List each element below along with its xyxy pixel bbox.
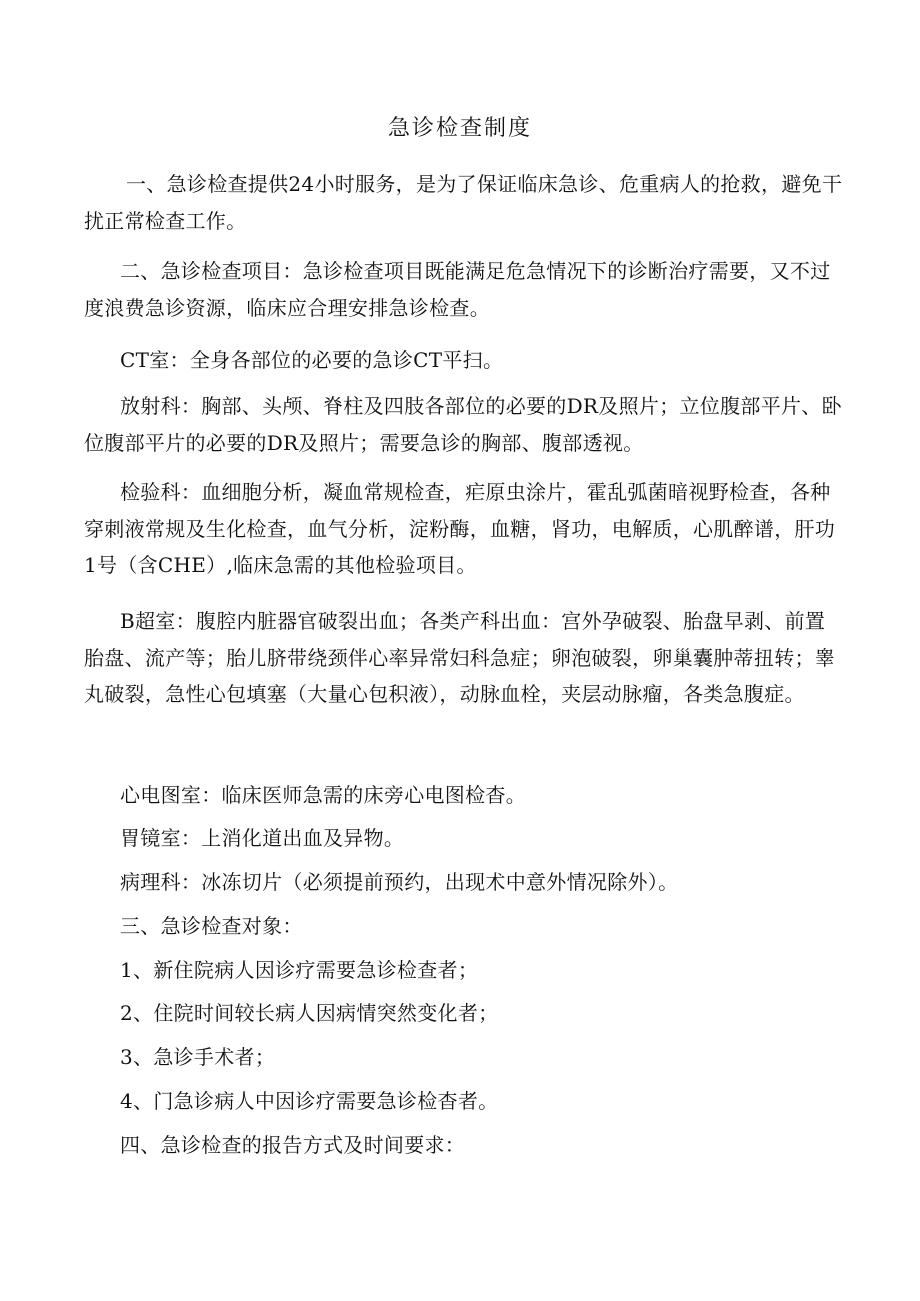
paragraph-report-requirements-heading: 四、急诊检查的报告方式及时间要求：: [120, 1133, 466, 1157]
paragraph-ultrasound: B超室：腹腔内脏器官破裂出血；各类产科出血：宫外孕破裂、胎盘早剥、前置胎盘、流产等；胎儿脐带绕颈伴心率异常妇科急症；卵泡破裂，卵巢囊肿蒂扭转；睾丸破裂，急性心包填塞（大量心包积液），动脉血栓，夹层动脉瘤，各类急腹症。: [84, 609, 836, 706]
paragraph-gastroscopy: 胃镜室：上消化道出血及异物。: [120, 826, 405, 850]
list-item-long-stay-patients: 2、住院时间较长病人因病情突然变化者；: [120, 1001, 499, 1025]
paragraph-exam-items: 二、急诊检查项目：急诊检查项目既能满足危急情况下的诊断治疗需要，又不过度浪费急诊资源，临床应合理安排急诊检查。: [84, 259, 831, 320]
paragraph-pathology: 病理科：冰冻切片（必须提前预约，出现术中意外情况除外）。: [120, 870, 679, 894]
paragraph-ct-room: CT室：全身各部位的必要的急诊CT平扫。: [120, 348, 504, 372]
paragraph-radiology: 放射科：胸部、头颅、脊柱及四肢各部位的必要的DR及照片；立位腹部平片、卧位腹部平片的必要的DR及照片；需要急诊的胸部、腹部透视。: [84, 394, 842, 455]
list-item-emergency-surgery: 3、急诊手术者；: [120, 1045, 276, 1069]
paragraph-laboratory: 检验科：血细胞分析，凝血常规检查，疟原虫涂片，霍乱弧菌暗视野检查，各种穿刺液常规及生化检查，血气分析，淀粉酶，血糖，肾功，电解质，心肌醉谱，肝功1号（含CHE）,临床急需的其他检验项目。: [84, 480, 836, 577]
list-item-outpatients: 4、门急诊病人中因诊疗需要急诊检杳者。: [120, 1089, 499, 1113]
document-title: 急诊检查制度: [387, 116, 532, 141]
list-item-new-inpatients: 1、新住院病人因诊疗需要急诊检查者；: [120, 958, 479, 982]
paragraph-exam-subjects-heading: 三、急诊检查对象：: [120, 914, 303, 938]
paragraph-ecg-room: 心电图室：临床医师急需的床旁心电图检杳。: [120, 783, 526, 807]
paragraph-24h-service: 一、急诊检查提供24小时服务，是为了保证临床急诊、危重病人的抢救，避免干扰正常检查工作。: [84, 172, 843, 233]
